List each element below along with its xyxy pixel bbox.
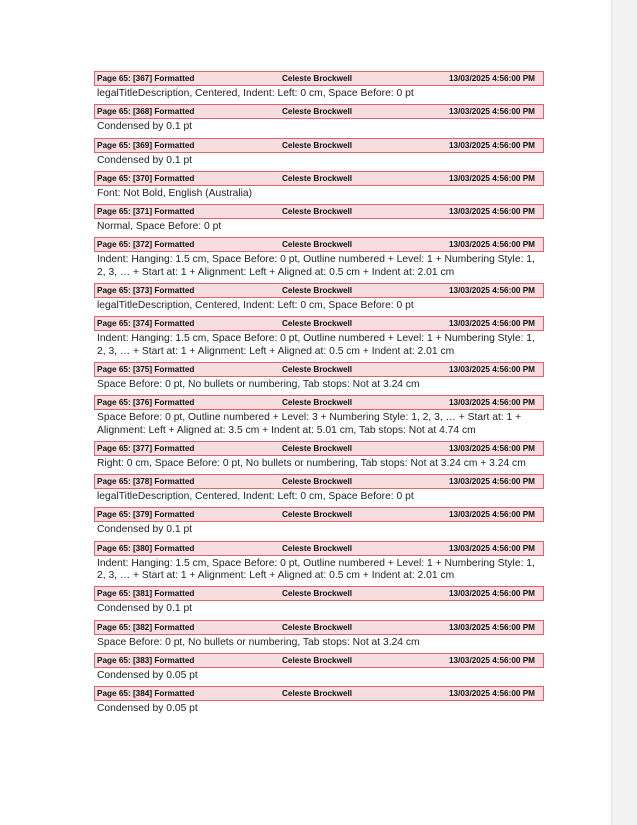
revision-reference: Page 65: [380] Formatted [97, 543, 195, 553]
revision-header [94, 171, 544, 186]
revision-date: 13/03/2025 4:56:00 PM [448, 173, 535, 183]
revision-date: 13/03/2025 4:56:00 PM [448, 207, 535, 217]
revision-reference: Page 65: [378] Formatted [97, 477, 195, 487]
revision-description: Normal, Space Before: 0 pt [97, 221, 222, 233]
revision-reference: Page 65: [384] Formatted [97, 689, 195, 699]
revision-entry [94, 620, 544, 653]
revision-date: 13/03/2025 4:56:00 PM [448, 655, 535, 665]
revision-entry [94, 71, 544, 104]
revision-date: 13/03/2025 4:56:00 PM [448, 589, 535, 599]
revision-date: 13/03/2025 4:56:00 PM [448, 443, 535, 453]
revision-description: Condensed by 0.05 pt [97, 703, 198, 715]
revision-reference: Page 65: [372] Formatted [97, 240, 195, 250]
revision-entry [94, 237, 544, 283]
revision-date: 13/03/2025 4:56:00 PM [448, 240, 535, 250]
revision-date: 13/03/2025 4:56:00 PM [448, 286, 535, 296]
revision-header [94, 283, 544, 298]
revision-reference: Page 65: [374] Formatted [97, 319, 195, 329]
revision-header [94, 441, 544, 456]
revision-description: Condensed by 0.1 pt [97, 154, 193, 166]
revision-reference: Page 65: [382] Formatted [97, 622, 195, 632]
revision-description: legalTitleDescription, Centered, Indent: Left: 0 cm, Space Before: 0 pt [97, 491, 414, 503]
revision-entry [94, 586, 544, 619]
revision-header [94, 362, 544, 377]
revision-author: Celeste Brockwell [282, 589, 353, 599]
revision-header [94, 620, 544, 635]
revision-date: 13/03/2025 4:56:00 PM [448, 74, 535, 83]
revision-description: Space Before: 0 pt, Outline numbered + Level: 3 + Numbering Style: 1, 2, 3, … + Start at: 1 + Alignment: Left + Aligned at: 3.5 cm + Indent at: 5.01 cm, Tab stops: Not at 4.74 cm [97, 412, 522, 436]
revision-date: 13/03/2025 4:56:00 PM [448, 510, 535, 520]
scrollbar[interactable] [611, 0, 637, 825]
revision-date: 13/03/2025 4:56:00 PM [448, 319, 535, 329]
revision-entry [94, 653, 544, 686]
revision-header [94, 474, 544, 489]
revision-description: Indent: Hanging: 1.5 cm, Space Before: 0 pt, Outline numbered + Level: 1 + Numbering Style: 1, 2, 3, … + Start at: 1 + Alignment: Left + Aligned at: 0.5 cm + Indent at: 2.01 cm [97, 333, 535, 357]
revision-header [94, 316, 544, 331]
revision-entry [94, 104, 544, 137]
revision-author: Celeste Brockwell [282, 74, 353, 83]
revision-reference: Page 65: [383] Formatted [97, 655, 195, 665]
revision-author: Celeste Brockwell [282, 140, 353, 150]
revision-description: Condensed by 0.1 pt [97, 121, 193, 133]
revision-date: 13/03/2025 4:56:00 PM [448, 140, 535, 150]
revision-reference: Page 65: [379] Formatted [97, 510, 195, 520]
revision-entry [94, 171, 544, 204]
revision-entry [94, 441, 544, 474]
revision-author: Celeste Brockwell [282, 655, 353, 665]
revision-entry [94, 686, 544, 719]
revision-header [94, 586, 544, 601]
revision-header [94, 653, 544, 668]
revision-entry [94, 507, 544, 540]
revision-entry [94, 395, 544, 441]
revision-entry [94, 362, 544, 395]
revision-description: Right: 0 cm, Space Before: 0 pt, No bullets or numbering, Tab stops: Not at 3.24 cm + 3.24 cm [97, 457, 526, 469]
revision-description: Indent: Hanging: 1.5 cm, Space Before: 0 pt, Outline numbered + Level: 1 + Numbering Style: 1, 2, 3, … + Start at: 1 + Alignment: Left + Aligned at: 0.5 cm + Indent at: 2.01 cm [97, 557, 535, 582]
revision-reference: Page 65: [371] Formatted [97, 207, 195, 217]
revision-reference: Page 65: [368] Formatted [97, 107, 195, 117]
revision-description: Condensed by 0.1 pt [97, 524, 193, 536]
revision-header [94, 507, 544, 522]
revision-reference: Page 65: [373] Formatted [97, 286, 195, 296]
revision-entry [94, 316, 544, 362]
revision-reference: Page 65: [367] Formatted [97, 74, 195, 83]
revision-description: Space Before: 0 pt, No bullets or numbering, Tab stops: Not at 3.24 cm [97, 378, 420, 390]
revision-date: 13/03/2025 4:56:00 PM [448, 622, 535, 632]
revision-date: 13/03/2025 4:56:00 PM [448, 477, 535, 487]
revision-header [94, 237, 544, 252]
revision-header [94, 71, 544, 86]
revision-reference: Page 65: [370] Formatted [97, 173, 195, 183]
revision-entry [94, 541, 544, 587]
revision-list [94, 71, 544, 720]
revision-description: Space Before: 0 pt, No bullets or numbering, Tab stops: Not at 3.24 cm [97, 636, 420, 648]
revision-author: Celeste Brockwell [282, 689, 353, 699]
revision-date: 13/03/2025 4:56:00 PM [448, 364, 535, 374]
revision-entry [94, 474, 544, 507]
revision-date: 13/03/2025 4:56:00 PM [448, 107, 535, 117]
revision-date: 13/03/2025 4:56:00 PM [448, 543, 535, 553]
revision-author: Celeste Brockwell [282, 207, 353, 217]
revision-author: Celeste Brockwell [282, 364, 353, 374]
revision-description: legalTitleDescription, Centered, Indent: Left: 0 cm, Space Before: 0 pt [97, 88, 414, 99]
revision-reference: Page 65: [376] Formatted [97, 398, 195, 408]
revision-author: Celeste Brockwell [282, 443, 353, 453]
revision-reference: Page 65: [381] Formatted [97, 589, 195, 599]
revision-header [94, 686, 544, 701]
revision-header [94, 541, 544, 556]
revision-reference: Page 65: [377] Formatted [97, 443, 195, 453]
revision-author: Celeste Brockwell [282, 286, 353, 296]
revision-header [94, 395, 544, 410]
revision-reference: Page 65: [369] Formatted [97, 140, 195, 150]
revision-author: Celeste Brockwell [282, 477, 353, 487]
revision-entry [94, 138, 544, 171]
revision-author: Celeste Brockwell [282, 622, 353, 632]
revision-header [94, 204, 544, 219]
revision-description: legalTitleDescription, Centered, Indent: Left: 0 cm, Space Before: 0 pt [97, 300, 414, 312]
revision-author: Celeste Brockwell [282, 107, 353, 117]
revision-date: 13/03/2025 4:56:00 PM [448, 398, 535, 408]
revision-header [94, 138, 544, 153]
revision-description: Condensed by 0.1 pt [97, 603, 193, 615]
revision-reference: Page 65: [375] Formatted [97, 364, 195, 374]
revision-entry [94, 204, 544, 237]
revision-author: Celeste Brockwell [282, 319, 353, 329]
revision-author: Celeste Brockwell [282, 398, 353, 408]
revision-author: Celeste Brockwell [282, 510, 353, 520]
revision-author: Celeste Brockwell [282, 173, 353, 183]
revision-description: Indent: Hanging: 1.5 cm, Space Before: 0 pt, Outline numbered + Level: 1 + Numbering Style: 1, 2, 3, … + Start at: 1 + Alignment: Left + Aligned at: 0.5 cm + Indent at: 2.01 cm [97, 254, 535, 278]
revision-author: Celeste Brockwell [282, 240, 353, 250]
revision-entry [94, 283, 544, 316]
revision-date: 13/03/2025 4:56:00 PM [448, 689, 535, 699]
revision-author: Celeste Brockwell [282, 543, 353, 553]
revision-description: Font: Not Bold, English (Australia) [97, 187, 253, 199]
revision-description: Condensed by 0.05 pt [97, 669, 198, 681]
revision-header [94, 104, 544, 119]
